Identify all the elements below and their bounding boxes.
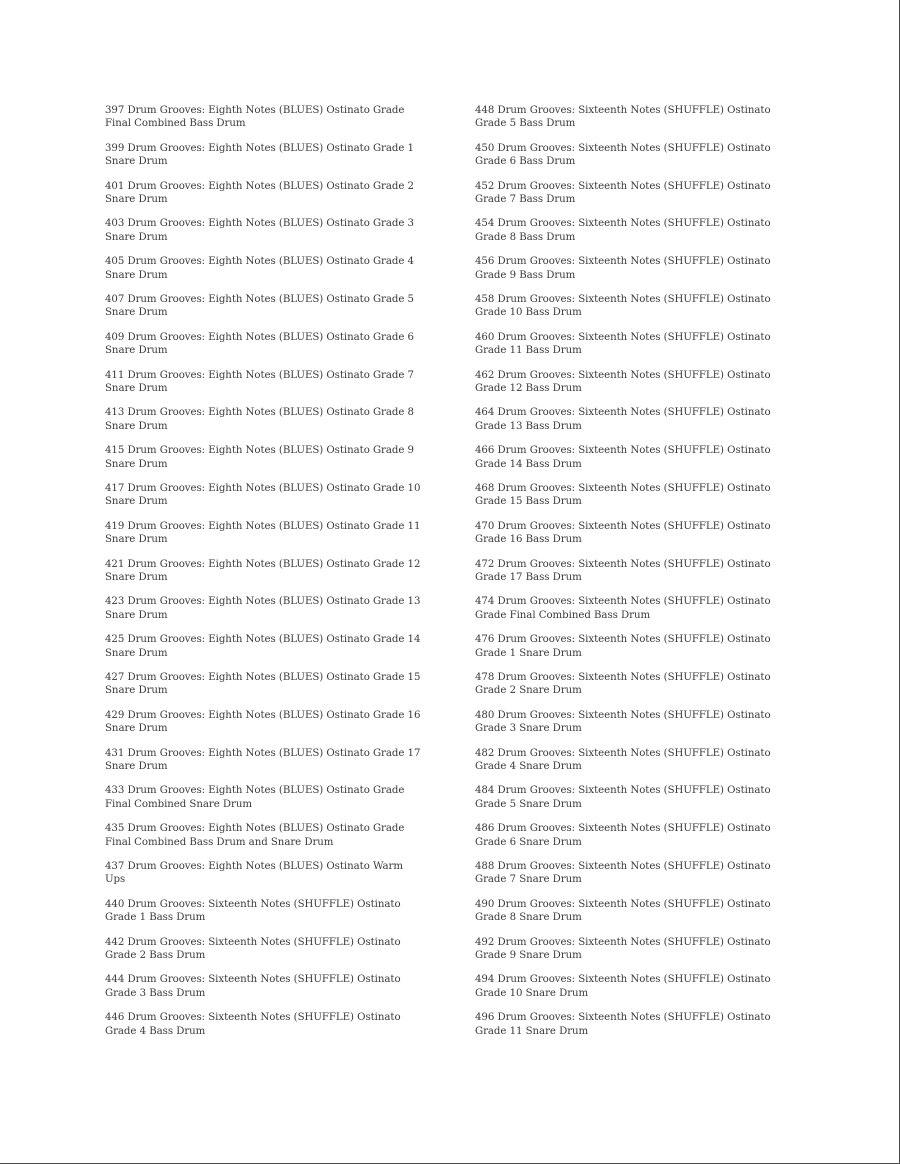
list-item: 488 Drum Grooves: Sixteenth Notes (SHUFFLE) Ostinato Grade 7 Snare Drum [475,860,771,886]
list-item: 411 Drum Grooves: Eighth Notes (BLUES) Ostinato Grade 7 Snare Drum [105,369,414,394]
list-item: 397 Drum Grooves: Eighth Notes (BLUES) Ostinato Grade Final Combined Bass Drum [105,105,405,130]
left-column [105,104,425,1049]
list-item: 427 Drum Grooves: Eighth Notes (BLUES) Ostinato Grade 15 Snare Drum [105,671,421,697]
list-item: 431 Drum Grooves: Eighth Notes (BLUES) Ostinato Grade 17 Snare Drum [105,747,421,772]
list-item: 448 Drum Grooves: Sixteenth Notes (SHUFFLE) Ostinato Grade 5 Bass Drum [475,105,771,130]
list-item: 401 Drum Grooves: Eighth Notes (BLUES) Ostinato Grade 2 Snare Drum [105,180,414,205]
list-item: 480 Drum Grooves: Sixteenth Notes (SHUFFLE) Ostinato Grade 3 Snare Drum [475,709,771,735]
list-item: 446 Drum Grooves: Sixteenth Notes (SHUFFLE) Ostinato Grade 4 Bass Drum [105,1012,401,1037]
list-item: 442 Drum Grooves: Sixteenth Notes (SHUFFLE) Ostinato Grade 2 Bass Drum [105,936,401,961]
list-item: 425 Drum Grooves: Eighth Notes (BLUES) Ostinato Grade 14 Snare Drum [105,634,421,659]
list-item: 464 Drum Grooves: Sixteenth Notes (SHUFFLE) Ostinato Grade 13 Bass Drum [475,407,771,432]
list-item: 472 Drum Grooves: Sixteenth Notes (SHUFFLE) Ostinato Grade 17 Bass Drum [475,558,771,583]
list-item: 413 Drum Grooves: Eighth Notes (BLUES) Ostinato Grade 8 Snare Drum [105,407,414,432]
list-item: 435 Drum Grooves: Eighth Notes (BLUES) Ostinato Grade Final Combined Bass Drum and Snare Drum [105,823,405,848]
list-item: 474 Drum Grooves: Sixteenth Notes (SHUFFLE) Ostinato Grade Final Combined Bass Drum [475,596,771,621]
list-item: 437 Drum Grooves: Eighth Notes (BLUES) Ostinato Warm Ups [105,860,403,886]
list-item: 496 Drum Grooves: Sixteenth Notes (SHUFFLE) Ostinato Grade 11 Snare Drum [475,1012,771,1037]
list-item: 440 Drum Grooves: Sixteenth Notes (SHUFFLE) Ostinato Grade 1 Bass Drum [105,898,401,924]
list-item: 429 Drum Grooves: Eighth Notes (BLUES) Ostinato Grade 16 Snare Drum [105,709,421,735]
list-item: 460 Drum Grooves: Sixteenth Notes (SHUFFLE) Ostinato Grade 11 Bass Drum [475,331,771,357]
list-item: 399 Drum Grooves: Eighth Notes (BLUES) Ostinato Grade 1 Snare Drum [105,142,414,168]
list-item: 492 Drum Grooves: Sixteenth Notes (SHUFFLE) Ostinato Grade 9 Snare Drum [475,936,771,961]
list-item: 452 Drum Grooves: Sixteenth Notes (SHUFFLE) Ostinato Grade 7 Bass Drum [475,180,771,205]
list-item: 482 Drum Grooves: Sixteenth Notes (SHUFFLE) Ostinato Grade 4 Snare Drum [475,747,771,772]
list-item: 476 Drum Grooves: Sixteenth Notes (SHUFFLE) Ostinato Grade 1 Snare Drum [475,634,771,659]
list-item: 462 Drum Grooves: Sixteenth Notes (SHUFFLE) Ostinato Grade 12 Bass Drum [475,369,771,394]
list-item: 456 Drum Grooves: Sixteenth Notes (SHUFFLE) Ostinato Grade 9 Bass Drum [475,256,771,281]
right-column [475,104,795,1049]
list-item: 470 Drum Grooves: Sixteenth Notes (SHUFFLE) Ostinato Grade 16 Bass Drum [475,520,771,546]
list-item: 494 Drum Grooves: Sixteenth Notes (SHUFFLE) Ostinato Grade 10 Snare Drum [475,974,771,999]
list-item: 419 Drum Grooves: Eighth Notes (BLUES) Ostinato Grade 11 Snare Drum [105,520,421,546]
list-item: 415 Drum Grooves: Eighth Notes (BLUES) Ostinato Grade 9 Snare Drum [105,445,414,470]
list-item: 403 Drum Grooves: Eighth Notes (BLUES) Ostinato Grade 3 Snare Drum [105,218,414,243]
list-item: 486 Drum Grooves: Sixteenth Notes (SHUFFLE) Ostinato Grade 6 Snare Drum [475,823,771,848]
list-item: 444 Drum Grooves: Sixteenth Notes (SHUFFLE) Ostinato Grade 3 Bass Drum [105,974,401,999]
list-item: 454 Drum Grooves: Sixteenth Notes (SHUFFLE) Ostinato Grade 8 Bass Drum [475,218,771,243]
list-item: 423 Drum Grooves: Eighth Notes (BLUES) Ostinato Grade 13 Snare Drum [105,596,421,621]
list-item: 468 Drum Grooves: Sixteenth Notes (SHUFFLE) Ostinato Grade 15 Bass Drum [475,482,771,508]
list-item: 490 Drum Grooves: Sixteenth Notes (SHUFFLE) Ostinato Grade 8 Snare Drum [475,898,771,924]
list-item: 421 Drum Grooves: Eighth Notes (BLUES) Ostinato Grade 12 Snare Drum [105,558,421,583]
list-item: 478 Drum Grooves: Sixteenth Notes (SHUFFLE) Ostinato Grade 2 Snare Drum [475,671,771,697]
list-item: 484 Drum Grooves: Sixteenth Notes (SHUFFLE) Ostinato Grade 5 Snare Drum [475,785,771,810]
list-item: 409 Drum Grooves: Eighth Notes (BLUES) Ostinato Grade 6 Snare Drum [105,331,414,357]
list-item: 450 Drum Grooves: Sixteenth Notes (SHUFFLE) Ostinato Grade 6 Bass Drum [475,142,771,168]
list-item: 405 Drum Grooves: Eighth Notes (BLUES) Ostinato Grade 4 Snare Drum [105,256,414,281]
list-item: 407 Drum Grooves: Eighth Notes (BLUES) Ostinato Grade 5 Snare Drum [105,293,414,319]
list-item: 433 Drum Grooves: Eighth Notes (BLUES) Ostinato Grade Final Combined Snare Drum [105,785,405,810]
list-item: 458 Drum Grooves: Sixteenth Notes (SHUFFLE) Ostinato Grade 10 Bass Drum [475,293,771,319]
list-item: 417 Drum Grooves: Eighth Notes (BLUES) Ostinato Grade 10 Snare Drum [105,482,421,508]
list-item: 466 Drum Grooves: Sixteenth Notes (SHUFFLE) Ostinato Grade 14 Bass Drum [475,445,771,470]
